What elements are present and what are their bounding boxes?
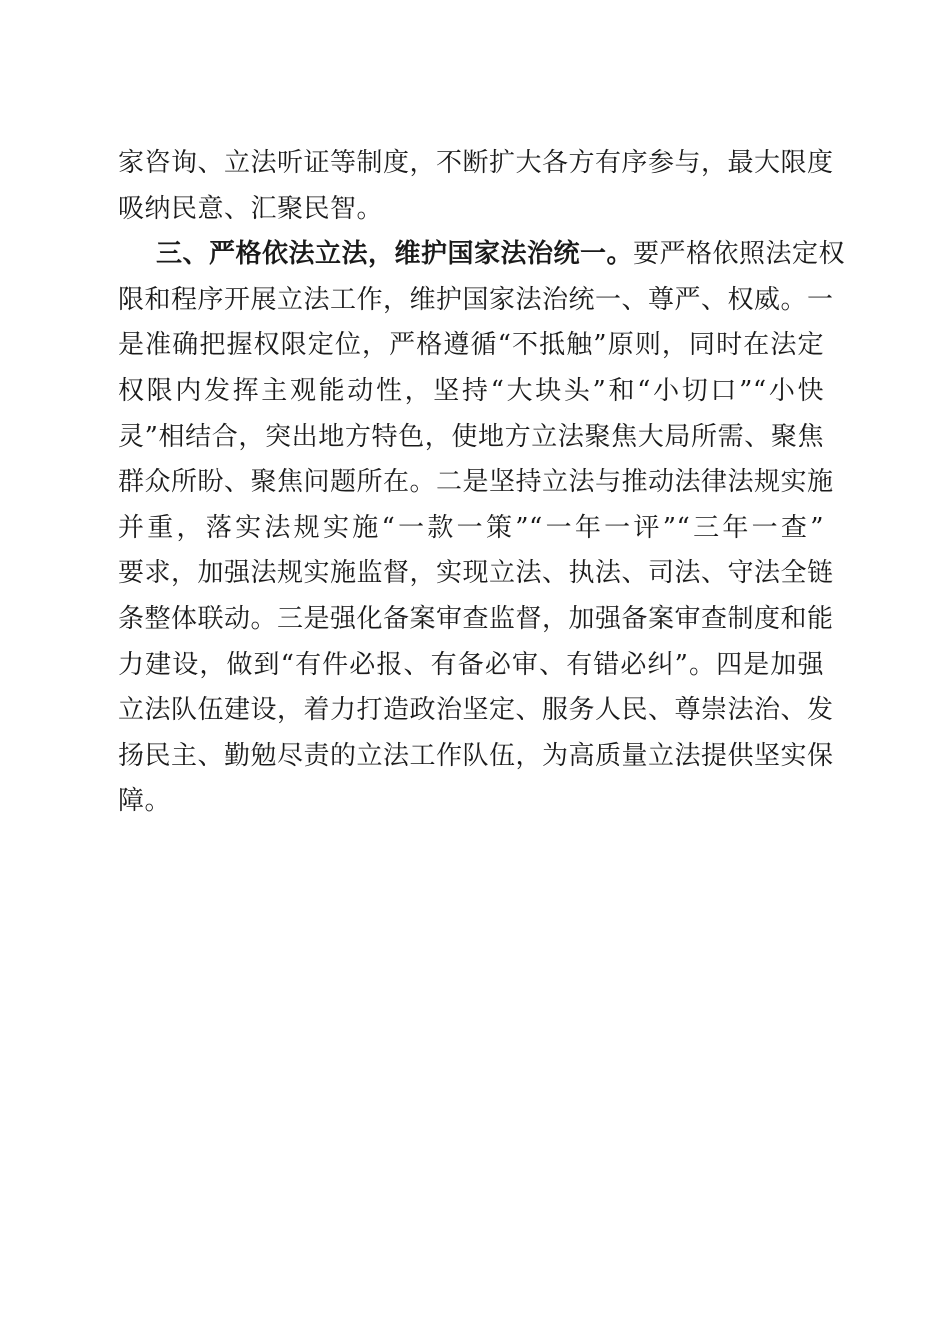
- text-line: 吸纳民意、汇聚民智。: [118, 193, 384, 224]
- text-line: 群众所盼、聚焦问题所在。二是坚持立法与推动法律法规实施: [118, 467, 834, 498]
- text-line: 家咨询、立法听证等制度，不断扩大各方有序参与，最大限度: [118, 148, 834, 178]
- section-heading: 三、严格依法立法，维护国家法治统一。: [156, 239, 634, 270]
- text-line: 并重，落实法规实施“一款一策”“一年一评”“三年一查”: [118, 512, 824, 543]
- text-line: 限和程序开展立法工作，维护国家法治统一、尊严、权威。一: [118, 284, 834, 315]
- paragraph: [118, 141, 834, 232]
- body-text: [118, 141, 846, 825]
- text-line: 是准确把握权限定位，严格遵循“不抵触”原则，同时在法定: [118, 330, 824, 361]
- text-line: 力建设，做到“有件必报、有备必审、有错必纠”。四是加强: [118, 649, 824, 680]
- text-line: 灵”相结合，突出地方特色，使地方立法聚焦大局所需、聚焦: [118, 421, 824, 452]
- text-line: 扬民主、勤勉尽责的立法工作队伍，为高质量立法提供坚实保: [118, 740, 834, 771]
- text-line: 立法队伍建设，着力打造政治坚定、服务人民、尊崇法治、发: [118, 695, 834, 726]
- text-line: 障。: [118, 786, 172, 817]
- text-line: 条整体联动。三是强化备案审查监督，加强备案审查制度和能: [118, 603, 834, 634]
- paragraph: [118, 232, 846, 825]
- text-line: [118, 232, 846, 278]
- text-line: 要求，加强法规实施监督，实现立法、执法、司法、守法全链: [118, 558, 834, 589]
- text-span: 要严格依照法定权: [633, 239, 846, 270]
- text-line: 权限内发挥主观能动性，坚持“大块头”和“小切口”“小快: [118, 375, 824, 406]
